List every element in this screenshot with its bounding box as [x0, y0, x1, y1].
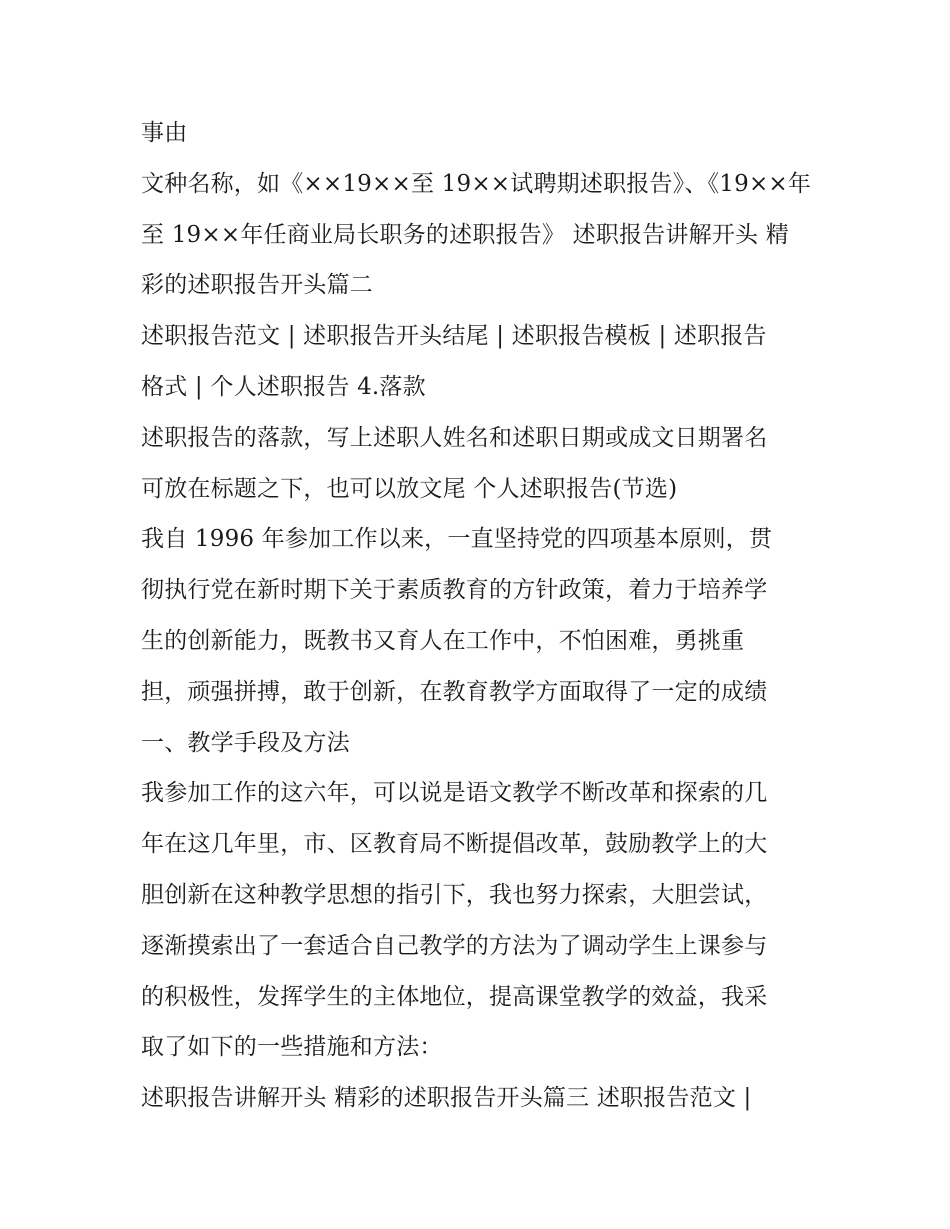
text-line: 述职报告范文 | 述职报告开头结尾 | 述职报告模板 | 述职报告	[141, 323, 767, 350]
text-line: 逐渐摸索出了一套适合自己教学的方法为了调动学生上课参与	[141, 932, 768, 959]
text-line: 我自 1996 年参加工作以来，一直坚持党的四项基本原则，贯	[141, 526, 773, 553]
text-line: 担，顽强拼搏，敢于创新，在教育教学方面取得了一定的成绩	[141, 678, 768, 705]
text-line: 我参加工作的这六年，可以说是语文教学不断改革和探索的几	[141, 780, 768, 807]
text-line: 事由	[141, 120, 188, 146]
text-line: 年在这几年里，市、区教育局不断提倡改革，鼓励教学上的大	[141, 831, 768, 858]
text-line: 胆创新在这种教学思想的指引下，我也努力探索，大胆尝试，	[141, 881, 768, 908]
text-line: 取了如下的一些措施和方法：	[141, 1034, 443, 1061]
text-line: 彩的述职报告开头篇二	[141, 272, 373, 299]
text-line: 格式 | 个人述职报告 4.落款	[141, 373, 426, 400]
text-line: 至 19××年任商业局长职务的述职报告》 述职报告讲解开头 精	[141, 221, 789, 248]
text-line: 述职报告的落款，写上述职人姓名和述职日期或成文日期署名	[141, 424, 768, 451]
text-line: 生的创新能力，既教书又育人在工作中，不怕困难，勇挑重	[141, 627, 745, 654]
text-line: 文种名称，如《××19××至 19××试聘期述职报告》、《19××年	[141, 170, 812, 197]
document-body	[141, 108, 821, 1124]
text-line: 彻执行党在新时期下关于素质教育的方针政策，着力于培养学	[141, 577, 768, 604]
text-line: 述职报告讲解开头 精彩的述职报告开头篇三 述职报告范文 |	[141, 1085, 752, 1112]
text-line: 可放在标题之下，也可以放文尾 个人述职报告(节选)	[141, 475, 678, 502]
section-heading: 一、教学手段及方法	[141, 729, 350, 756]
text-line: 的积极性，发挥学生的主体地位，提高课堂教学的效益，我采	[141, 983, 768, 1010]
